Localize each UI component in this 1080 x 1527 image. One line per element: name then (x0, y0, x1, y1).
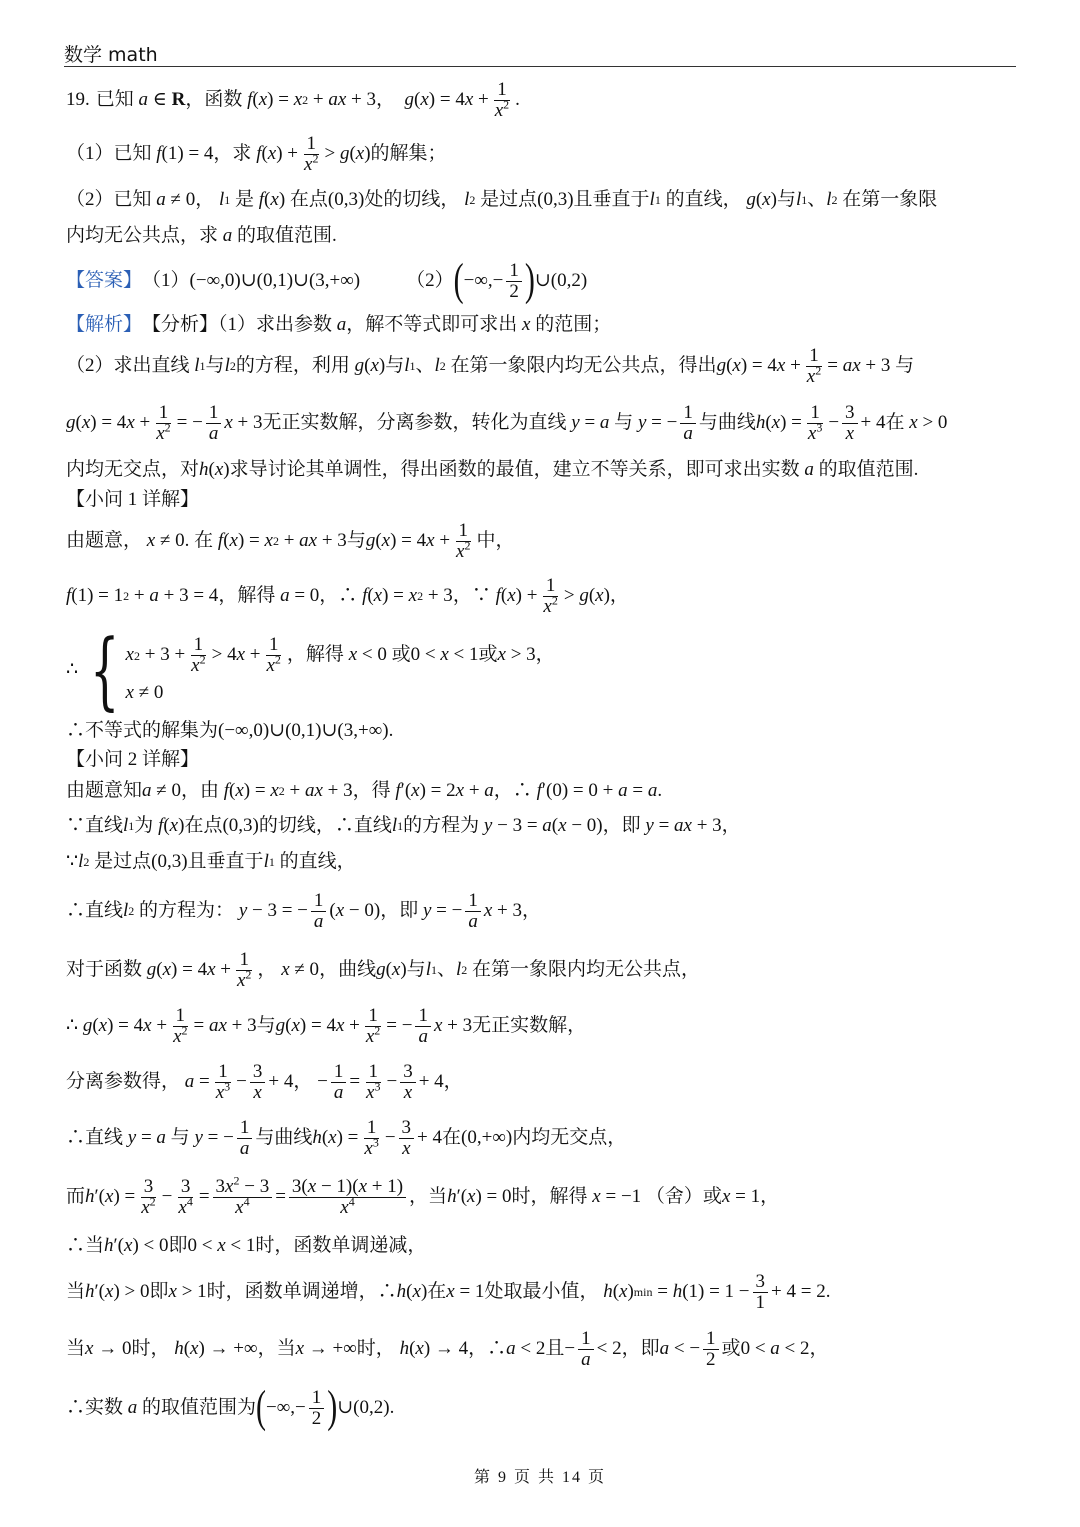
problem-statement-line1: 19. 已知 a ∈ R ，函数 f ( x ) = x 2 + ax + 3 ， g ( x ) = 4 x + $\frac{1}{x^2}$ . (66, 78, 520, 121)
analysis-tag: 【解析】 (66, 313, 143, 335)
q1-step3-system: ∴ { x 2 + 3 + $\frac{1}{x^2}$ > 4 x + $\frac{1}{x^2}$ x ≠ 0 ，解得 x < 0 或 0 < x < 1 或 x > 3， (66, 621, 555, 719)
q2-step2: ∵直线 l 1 为 f ( x ) 在点 (0,3) 的切线，∴直线 l 1 的方程为 y − 3 = a ( x − 0) ，即 y = ax + 3， (66, 814, 741, 836)
q2-step4: ∴直线 l 2 的方程为： y − 3 = − $\frac{1}{a}$ ( x − 0) ，即 y = − $\frac{1}{a}$ x + 3， (66, 889, 542, 932)
problem-part1: （1）已知 f (1) = 4 ，求 f ( x ) + $\frac{1}{x^2}$ > g ( x ) 的解集； (66, 132, 447, 175)
analysis-line2: （2）求出直线 l 1 与 l 2 的方程，利用 g ( x ) 与 l 1 、 l 2 在第一象限内均无公共点，得出 g ( x ) = 4 x + $\frac{1}{x^2}$ = ax + 3 与 (66, 344, 915, 387)
q1-step2: f (1) = 1 2 + a + 3 = 4 ，解得 a = 0 ，∴ f ( x ) = x 2 + 3 ，∵ f ( x ) + $\frac{1}{x^2}$ > g ( x )， (66, 574, 629, 617)
q1-title: 【小问 1 详解】 (66, 488, 200, 510)
q1-step4: ∴不等式的解集为 (−∞,0)∪(0,1)∪(3,+∞). (66, 719, 394, 741)
analysis-line1: 【解析】 【分析】（1）求出参数 a ，解不等式即可求出 x 的范围； (66, 313, 612, 335)
q2-step13: ∴实数 a 的取值范围为 ( −∞,− $\frac{1}{2}$ ) ∪(0,2). (66, 1382, 395, 1432)
q2-step1: 由题意知 a ≠ 0 ，由 f ( x ) = x 2 + ax + 3 ，得 f ′( x ) = 2 x + a ，∴ f ′(0) = 0 + a = a . (66, 779, 663, 801)
brace-icon: { (90, 621, 120, 719)
q2-step8: ∴直线 y = a 与 y = − $\frac{1}{a}$ 与曲线 h ( x ) = $\frac{1}{x^3}$ − $\frac{3}{x}$ + 4 在 (0,+∞) 内均无交点， (66, 1116, 627, 1159)
answer-tag: 【答案】 (66, 269, 143, 291)
q1-step1: 由题意， x ≠ 0 . 在 f ( x ) = x 2 + ax + 3 与 g ( x ) = 4 x + $\frac{1}{x^2}$ 中， (66, 519, 515, 562)
document-body (66, 72, 1016, 1438)
problem-part2-line1: （2）已知 a ≠ 0 ， l 1 是 f ( x ) 在点 (0,3) 处的切线， l 2 是过点 (0,3) 且垂直于 l 1 的直线， g ( x ) 与 l 1 、 l 2 在第一象限 (66, 188, 938, 210)
analysis-line3: g ( x ) = 4 x + $\frac{1}{x^2}$ = − $\frac{1}{a}$ x + 3 无正实数解，分离参数，转化为直线 y = a 与 y = − $\frac{1}{a}$ 与曲线 h ( x ) = $\frac{1}{x^3}$ − $\frac{3}{x}$ + 4 在 x > 0 (66, 401, 948, 444)
q2-step9: 而 h ′( x ) = $\frac{3}{x^2}$ − $\frac{3}{x^4}$ = $\frac{3x^2 - 3}{x^4}$ = $\frac{3(x - 1)(x + 1)}{x^4}$ ，当 h ′( x ) = 0 时，解得 x = −1 （舍）或 x = 1， (66, 1173, 780, 1218)
header-title: 数学 math (64, 44, 158, 66)
q2-step12: 当 x → 0 时， h ( x ) → +∞ ，当 x → +∞ 时， h ( x ) → 4 ，∴ a < 2 且 − $\frac{1}{a}$ < 2 ，即 a < − $\frac{1}{2}$ 或 0 < a < 2， (66, 1327, 829, 1370)
q2-step11: 当 h ′( x ) > 0 即 x > 1 时，函数单调递增，∴ h ( x ) 在 x = 1 处取最小值， h ( x ) min = h (1) = 1 − $\frac{3}{1}$ + 4 = 2. (66, 1270, 831, 1313)
q2-title: 【小问 2 详解】 (66, 748, 200, 770)
answer-line: 【答案】 （1） (−∞,0)∪(0,1)∪(3,+∞) （2） ( −∞,− $\frac{1}{2}$ ) ∪(0,2) (66, 255, 588, 305)
problem-part2-line2: 内均无公共点，求 a 的取值范围. (66, 224, 337, 246)
q2-step3: ∵ l 2 是过点 (0,3) 且垂直于 l 1 的直线， (66, 850, 356, 872)
q2-step6: ∴ g ( x ) = 4 x + $\frac{1}{x^2}$ = ax + 3 与 g ( x ) = 4 x + $\frac{1}{x^2}$ = − $\frac{1}{a}$ x + 3 无正实数解， (66, 1004, 587, 1047)
page-footer: 第 9 页 共 14 页 (473, 1469, 606, 1486)
q2-step7: 分离参数得， a = $\frac{1}{x^3}$ − $\frac{3}{x}$ + 4， − $\frac{1}{a}$ = $\frac{1}{x^3}$ − $\frac{3}{x}$ + 4， (66, 1060, 463, 1103)
page-header (64, 38, 1016, 67)
q2-step5: 对于函数 g ( x ) = 4 x + $\frac{1}{x^2}$ ， x ≠ 0 ，曲线 g ( x ) 与 l 1 、 l 2 在第一象限内均无公共点， (66, 948, 701, 991)
q2-step10: ∴当 h ′( x ) < 0 即 0 < x < 1 时，函数单调递减， (66, 1234, 427, 1256)
analysis-line4: 内均无交点，对 h ( x ) 求导讨论其单调性，得出函数的最值，建立不等关系，即可求出实数 a 的取值范围. (66, 458, 919, 480)
